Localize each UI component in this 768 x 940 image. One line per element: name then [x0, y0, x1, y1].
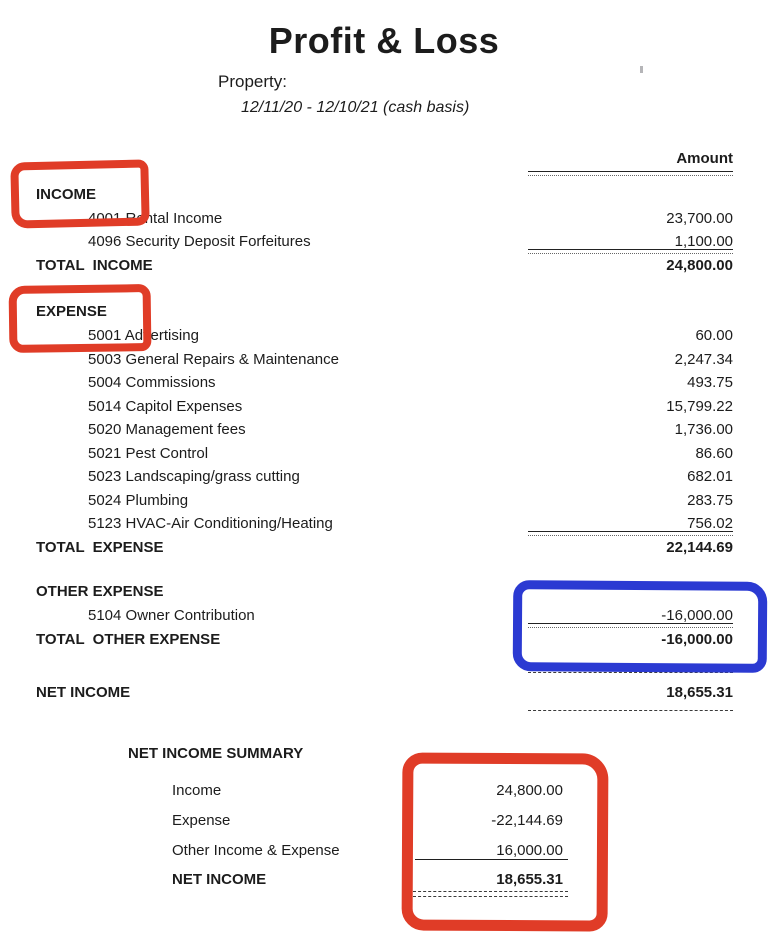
account-row-amount: 23,700.00 — [666, 210, 733, 227]
account-row-amount: 86.60 — [695, 445, 733, 462]
total-expense-amount: 22,144.69 — [666, 539, 733, 556]
summary-row-label: Other Income & Expense — [172, 842, 340, 859]
account-row-label: 5123 HVAC-Air Conditioning/Heating — [88, 515, 333, 532]
account-row-label: 5001 Advertising — [88, 327, 199, 344]
account-row-amount: 1,100.00 — [674, 233, 733, 250]
account-row-amount: 1,736.00 — [674, 421, 733, 438]
scan-artifact — [640, 66, 643, 73]
account-row-amount: 756.02 — [687, 515, 733, 532]
account-row-amount: 493.75 — [687, 374, 733, 391]
account-row-label: 5014 Capitol Expenses — [88, 398, 243, 415]
summary-header: NET INCOME SUMMARY — [128, 745, 304, 762]
account-row-label: 5020 Management fees — [88, 421, 246, 438]
account-row-amount: 15,799.22 — [666, 398, 733, 415]
total-other-expense-label: TOTAL OTHER EXPENSE — [36, 631, 221, 648]
report-period: 12/11/20 - 12/10/21 (cash basis) — [241, 99, 470, 116]
account-row-amount: 60.00 — [695, 327, 733, 344]
summary-row-label: Income — [172, 782, 222, 799]
property-label: Property: — [218, 72, 287, 91]
total-income-label: TOTAL INCOME — [36, 257, 153, 274]
net-income-bottom-rule — [528, 710, 733, 711]
account-row-label: 4001 Rental Income — [88, 210, 223, 227]
summary-row-label: Expense — [172, 812, 231, 829]
summary-row-amount: -22,144.69 — [491, 812, 563, 829]
total-other-expense-amount: -16,000.00 — [661, 631, 733, 648]
net-income-amount: 18,655.31 — [666, 684, 733, 701]
account-row-label: 5021 Pest Control — [88, 445, 209, 462]
summary-net-income-amount: 18,655.31 — [496, 871, 563, 888]
account-row-amount: -16,000.00 — [661, 607, 733, 624]
income-section-header: INCOME — [36, 186, 96, 203]
amount-column-header: Amount — [676, 150, 733, 167]
summary-row-amount: 24,800.00 — [496, 782, 563, 799]
summary-row-amount: 16,000.00 — [496, 842, 563, 859]
account-row-label: 5024 Plumbing — [88, 492, 189, 509]
other-expense-section-header: OTHER EXPENSE — [36, 583, 164, 600]
account-row-label: 5104 Owner Contribution — [88, 607, 255, 624]
total-income-amount: 24,800.00 — [666, 257, 733, 274]
summary-net-income-label: NET INCOME — [172, 871, 267, 888]
net-income-label: NET INCOME — [36, 684, 131, 701]
account-row-amount: 682.01 — [687, 468, 733, 485]
account-row-label: 5023 Landscaping/grass cutting — [88, 468, 300, 485]
account-row-amount: 2,247.34 — [674, 351, 733, 368]
page-title: Profit & Loss — [268, 20, 500, 61]
net-income-top-rule — [528, 672, 733, 673]
summary-total-rule — [415, 859, 568, 860]
income-subtotal-rule — [528, 249, 733, 254]
summary-double-rule — [413, 891, 568, 897]
account-row-amount: 283.75 — [687, 492, 733, 509]
amount-header-rule — [528, 171, 733, 176]
account-row-label: 4096 Security Deposit Forfeitures — [88, 233, 311, 250]
account-row-label: 5004 Commissions — [88, 374, 216, 391]
account-row-label: 5003 General Repairs & Maintenance — [88, 351, 339, 368]
other-expense-subtotal-rule — [528, 623, 733, 628]
expense-subtotal-rule — [528, 531, 733, 536]
expense-section-header: EXPENSE — [36, 303, 107, 320]
total-expense-label: TOTAL EXPENSE — [36, 539, 164, 556]
